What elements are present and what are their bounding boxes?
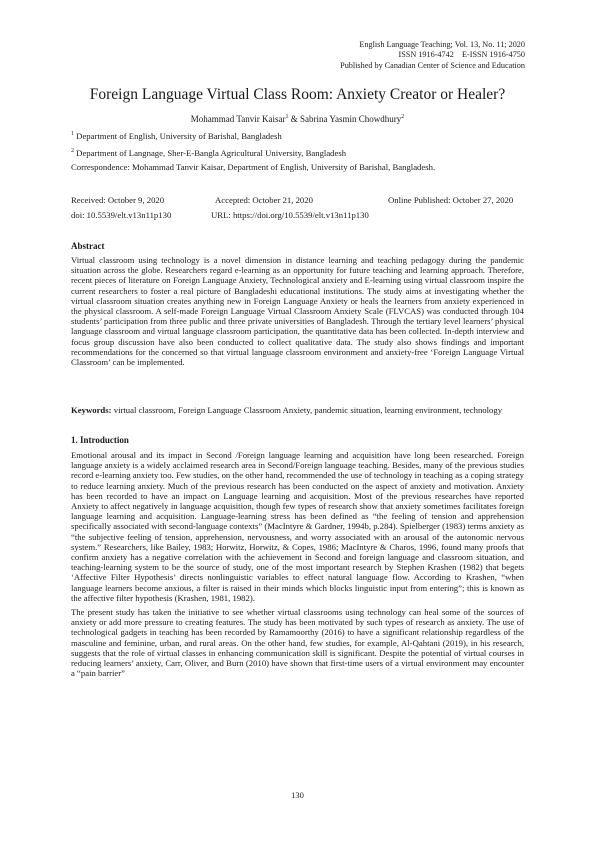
journal-publisher-line: Published by Canadian Center of Science and Education <box>340 60 525 70</box>
journal-volume-line: English Language Teaching; Vol. 13, No. 11; 2020 <box>359 40 525 49</box>
keywords-text: virtual classroom, Foreign Language Classroom Anxiety, pandemic situation, learning environment, technology <box>111 405 503 415</box>
abstract-body <box>71 255 524 367</box>
keywords-label: Keywords: <box>71 405 112 415</box>
published-date: Online Published: October 27, 2020 <box>388 195 514 205</box>
affiliation-1 <box>71 129 282 142</box>
author-name: Sabrina Yasmin Chowdhury <box>299 114 402 124</box>
introduction-paragraph-2: The present study has taken the initiative to see whether virtual classrooms using technology can heal some of the sources of anxiety or add more pressure to creating features. The study has been motivated by such types of research as anxiety. The use of technological gadgets in teaching has been recorded by Ramamoorthy (2016) to have a significant relationship regardless of the masculine and feminine, urban, and rural areas. On the other hand, few studies, for example, Al-Qahtani (2019), in his research, suggests that the role of virtual classes in enhancing communication skill is significant. Despite the potential of virtual courses in reducing learners’ anxiety, Carr, Oliver, and Burn (2010) have shown that first-time users of a virtual environment may encounter a “pain barrier” <box>71 607 524 679</box>
correspondence: Correspondence: Mohammad Tanvir Kaisar, Department of English, University of Barishal, Bangladesh. <box>71 162 436 172</box>
received-date: Received: October 9, 2020 <box>71 195 165 205</box>
journal-issn-line: ISSN 1916-4742 E-ISSN 1916-4750 <box>398 50 525 60</box>
abstract-text: Virtual classroom using technology is a novel dimension in distance learning and teaching pedagogy during the pandemic situation across the globe. Researchers regard e-learning as an opportunity for future teaching and learning approach. Therefore, recent pieces of literature on Foreign Language Anxiety, Technological anxiety and E-learning using virtual classroom inspire the current researchers to foster a real picture of Bangladeshi educational institutions. The study aims at investigating whether the virtual classroom situation creates anything new in Foreign Language Anxiety or heals the learners from anxiety experienced in the physical classroom. A self-made Foreign Language Virtual Classroom Anxiety Scale (FLVCAS) was conducted through 104 students’ participation from three public and three private universities of Bangladesh. Through the tertiary level learners’ physical language classroom and virtual language classroom participation, the quantitative data has been collected. In-depth interview and focus group discussion have also been conducted to collect qualitative data. The study also shows findings and important recommendations for the concerned so that virtual language classroom environment and anxiety-free ‘Foreign Language Virtual Classroom’ can be implemented. <box>71 255 524 368</box>
abstract-heading: Abstract <box>71 241 105 251</box>
doi-url-link[interactable]: URL: https://doi.org/10.5539/elt.v13n11p130 <box>211 210 369 220</box>
affiliation-mark: 2 <box>71 148 74 154</box>
affiliation-mark: 1 <box>71 131 74 137</box>
author-affiliation-mark: 2 <box>401 114 405 120</box>
author-affiliation-mark: 1 <box>285 114 289 120</box>
journal-header <box>340 40 525 71</box>
author-separator: & <box>288 114 300 124</box>
paper-title: Foreign Language Virtual Class Room: Anxiety Creator or Healer? <box>89 86 506 103</box>
page-number: 130 <box>291 790 304 800</box>
doi-text: doi: 10.5539/elt.v13n11p130 <box>71 210 172 220</box>
affiliation-text: Department of English, University of Barishal, Bangladesh <box>74 130 282 141</box>
accepted-date: Accepted: October 21, 2020 <box>215 195 313 205</box>
affiliation-text: Department of Langnage, Sher-E-Bangla Agricultural University, Bangladesh <box>74 147 347 158</box>
author-name: Mohammad Tanvir Kaisar <box>190 114 286 124</box>
author-line <box>0 114 595 124</box>
introduction-body <box>71 450 524 678</box>
keywords <box>71 405 524 416</box>
affiliation-2 <box>71 146 346 159</box>
introduction-paragraph-1: Emotional arousal and its impact in Second /Foreign language learning and acquisition have long been researched. Foreign language anxiety is a widely acclaimed research area in Second/Foreign language teaching. Besides, many of the previous studies record e-learning anxiety too. Few studies, on the other hand, recommended the use of technology in teaching as a coping strategy to reduce learning anxiety. Much of the previous research has been conducted on the aspect of anxiety and motivation. Anxiety has been recorded to have an impact on Language learning and acquisition. Most of the previous researches have reported Anxiety to affect negatively in language acquisition, though few types of research show that anxiety sometimes facilitates foreign language learning and acquisition. Language-learning stress has been defined as “the feeling of tension and apprehension specifically associated with second-language contexts” (MacIntyre & Gardner, 1994b, p.284). Spielberger (1983) terms anxiety as “the subjective feeling of tension, apprehension, nervousness, and worry associated with an arousal of the autonomic nervous system.” Researchers, like Bailey, 1983; Horwitz, Horwitz, & Copes, 1986; MacIntyre & Charos, 1996, found many proofs that confirm anxiety has a negative correlation with the achievement in Second and foreign language and classroom situation, and teaching-learning system to be the source of study, one of the most important research by Stephen Krashen (1982) that begets ‘Affective Filter Hypothesis’ directs nonlinguistic variables to effect natural language flow. According to Krashen, “when language learners become anxious, a filter is raised in their minds which blocks linguistic input from entering”; this is known as the affective filter hypothesis (Krashen, 1981, 1982). <box>71 450 524 603</box>
introduction-heading: 1. Introduction <box>71 435 129 445</box>
